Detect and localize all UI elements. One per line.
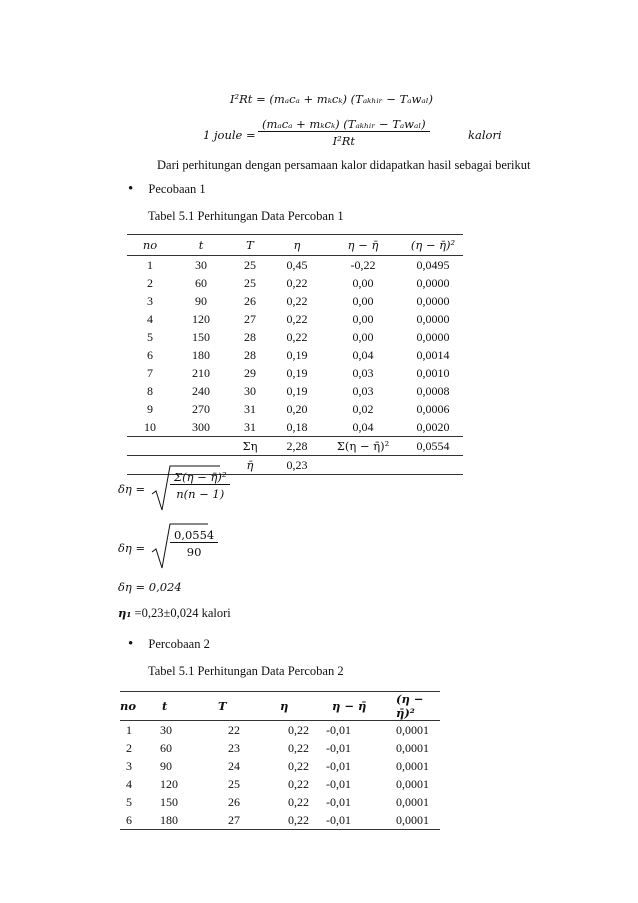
table-cell: 6 — [126, 812, 132, 827]
table-cell: 270 — [192, 401, 210, 416]
col-header: t — [162, 699, 168, 713]
table-cell: 300 — [192, 419, 210, 434]
delta-label-1: δη = — [118, 482, 146, 496]
col-header: (η − η̄)² — [410, 238, 456, 252]
col-header: η — [280, 699, 289, 713]
col-header: no — [120, 699, 137, 713]
fraction-numerator: Σ(η − η̄)² — [170, 470, 230, 485]
table-cell: 29 — [244, 365, 256, 380]
table-cell: 7 — [147, 365, 153, 380]
table-cell: 0,0006 — [416, 401, 450, 416]
final-label: η₁ — [118, 606, 132, 620]
table-cell: 5 — [147, 329, 153, 344]
final-value: =0,23±0,024 kalori — [131, 606, 231, 620]
table-cell: 0,00 — [352, 293, 374, 308]
fraction-delta-2 — [170, 528, 218, 559]
table-cell: -0,01 — [326, 812, 351, 827]
col-header: T — [218, 699, 227, 713]
col-header: η − η̄ — [347, 238, 379, 252]
table-cell: 150 — [192, 329, 210, 344]
table-cell: -0,22 — [350, 257, 376, 272]
table-cell: 0,04 — [352, 347, 374, 362]
table-cell: 0,03 — [352, 365, 374, 380]
table-cell: 0,22 — [288, 722, 309, 737]
fraction-numerator: 0,0554 — [170, 528, 218, 543]
table-row — [127, 256, 463, 275]
table-row — [120, 757, 440, 775]
table-cell: 0,19 — [286, 383, 308, 398]
table-cell: 0,0001 — [396, 722, 429, 737]
table-cell: 10 — [144, 419, 156, 434]
table-cell: 0,18 — [286, 419, 308, 434]
table-cell: 0,0020 — [416, 419, 450, 434]
table-cell: 30 — [244, 383, 256, 398]
table-cell: 0,0000 — [416, 275, 450, 290]
table-cell: 0,03 — [352, 383, 374, 398]
table-row — [120, 721, 440, 740]
col-header: no — [142, 238, 158, 252]
table-cell: 0,0000 — [416, 293, 450, 308]
table-cell: 0,0000 — [416, 311, 450, 326]
col-header: t — [198, 238, 204, 252]
table-cell: 30 — [160, 722, 172, 737]
table-cell: -0,01 — [326, 740, 351, 755]
equation-joule-fraction — [258, 117, 430, 148]
table-cell: 22 — [228, 722, 240, 737]
table-cell: 120 — [160, 776, 178, 791]
table-cell: 240 — [192, 383, 210, 398]
table-cell: 0,22 — [288, 812, 309, 827]
table-cell: 3 — [126, 758, 132, 773]
table-cell: 0,22 — [286, 293, 308, 308]
data-table-2 — [120, 691, 440, 830]
table-cell: 180 — [160, 812, 178, 827]
table-cell: 25 — [244, 257, 256, 272]
table-cell: 90 — [160, 758, 172, 773]
table-row — [127, 346, 463, 364]
table-cell: 0,20 — [286, 401, 308, 416]
col-header: η − η̄ — [332, 699, 367, 713]
table-row — [127, 292, 463, 310]
fraction-denominator: I²Rt — [332, 134, 356, 148]
table-cell: 27 — [244, 311, 256, 326]
col-header: T — [246, 238, 254, 252]
sum-row — [127, 437, 463, 456]
equation-heat-balance — [230, 92, 433, 106]
equation-joule-lhs: 1 joule = — [203, 128, 256, 142]
table-cell: 0,0001 — [396, 794, 429, 809]
delta-label-2: δη = — [118, 541, 146, 555]
table-cell: 0,22 — [286, 311, 308, 326]
table-cell: 120 — [192, 311, 210, 326]
final-result — [118, 606, 231, 621]
table-row — [127, 274, 463, 292]
delta-result: δη = 0,024 — [118, 580, 182, 594]
table-cell: -0,01 — [326, 794, 351, 809]
table-cell: 0,02 — [352, 401, 374, 416]
sum-sq-value: 0,0554 — [416, 438, 450, 453]
table-cell: 0,22 — [286, 275, 308, 290]
table-row — [127, 382, 463, 400]
table-cell: 6 — [147, 347, 153, 362]
bullet-section-2: • Percobaan 2 — [128, 636, 210, 652]
table-cell: 25 — [244, 275, 256, 290]
sum-sq-label: Σ(η − η̄)² — [336, 439, 390, 453]
table-cell: 5 — [126, 794, 132, 809]
table-cell: 0,19 — [286, 365, 308, 380]
table-row — [120, 811, 440, 830]
fraction-denominator: 90 — [186, 545, 202, 559]
table-cell: 0,0008 — [416, 383, 450, 398]
table-cell: 26 — [228, 794, 240, 809]
bullet-icon: • — [128, 636, 134, 652]
intro-paragraph: Dari perhitungan dengan persamaan kalor didapatkan hasil sebagai berikut — [157, 158, 531, 172]
table-cell: 0,0495 — [416, 257, 450, 272]
col-header: η — [293, 238, 301, 252]
equation-unit: kalori — [468, 128, 502, 142]
table-cell: 31 — [244, 401, 256, 416]
equation-text: I²Rt = (mₐcₐ + mₖcₖ) (Tₐₖₕᵢᵣ − Tₐwₐₗ) — [230, 92, 433, 106]
table-row — [127, 400, 463, 418]
bullet-icon: • — [128, 181, 134, 197]
table-cell: -0,01 — [326, 758, 351, 773]
table-cell: 27 — [228, 812, 240, 827]
table-caption-2: Tabel 5.1 Perhitungan Data Percoban 2 — [148, 664, 344, 678]
table-cell: 2 — [147, 275, 153, 290]
table-cell: 0,0001 — [396, 740, 429, 755]
table-cell: 0,00 — [352, 275, 374, 290]
table-cell: 28 — [244, 329, 256, 344]
table-cell: 30 — [195, 257, 207, 272]
table-cell: 0,19 — [286, 347, 308, 362]
bullet-section-1: • Pecobaan 1 — [128, 181, 206, 197]
table-cell: 3 — [147, 293, 153, 308]
table-row — [127, 328, 463, 346]
table-caption-1: Tabel 5.1 Perhitungan Data Percoban 1 — [148, 209, 344, 223]
table-cell: 4 — [147, 311, 153, 326]
table-cell: 25 — [228, 776, 240, 791]
table-cell: 2 — [126, 740, 132, 755]
table-cell: 31 — [244, 419, 256, 434]
table-row — [127, 418, 463, 437]
table-row — [120, 775, 440, 793]
sum-label: Ση — [242, 439, 258, 453]
fraction-numerator: (mₐcₐ + mₖcₖ) (Tₐₖₕᵢᵣ − Tₐwₐₗ) — [258, 117, 430, 132]
table-cell: 0,22 — [288, 794, 309, 809]
table-header-row — [120, 692, 440, 721]
table-cell: 0,0001 — [396, 758, 429, 773]
table-cell: 0,0010 — [416, 365, 450, 380]
table-cell: 0,0001 — [396, 776, 429, 791]
table-cell: 0,22 — [286, 329, 308, 344]
table-cell: 0,0014 — [416, 347, 450, 362]
table-cell: 0,45 — [286, 257, 308, 272]
table-cell: 0,22 — [288, 776, 309, 791]
table-row — [127, 364, 463, 382]
table-cell: 60 — [160, 740, 172, 755]
table-cell: 1 — [126, 722, 132, 737]
table-cell: -0,01 — [326, 722, 351, 737]
table-cell: 9 — [147, 401, 153, 416]
table-cell: 0,00 — [352, 329, 374, 344]
table-cell: 4 — [126, 776, 132, 791]
table-cell: 0,00 — [352, 311, 374, 326]
table-cell: 23 — [228, 740, 240, 755]
fraction-delta-1 — [170, 470, 230, 501]
table-row — [127, 310, 463, 328]
table-cell: 28 — [244, 347, 256, 362]
table-cell: 60 — [195, 275, 207, 290]
mean-value: 0,23 — [286, 457, 308, 472]
table-cell: 150 — [160, 794, 178, 809]
table-cell: 1 — [147, 257, 153, 272]
table-cell: 0,0001 — [396, 812, 429, 827]
table-cell: 180 — [192, 347, 210, 362]
sum-value: 2,28 — [286, 438, 308, 453]
table-cell: 0,22 — [288, 758, 309, 773]
table-cell: 0,0000 — [416, 329, 450, 344]
table-header-row — [127, 235, 463, 256]
table-row — [120, 739, 440, 757]
table-cell: -0,01 — [326, 776, 351, 791]
table-cell: 8 — [147, 383, 153, 398]
data-table-1 — [127, 234, 463, 475]
table-cell: 210 — [192, 365, 210, 380]
fraction-denominator: n(n − 1) — [176, 487, 225, 501]
table-cell: 90 — [195, 293, 207, 308]
table-cell: 0,04 — [352, 419, 374, 434]
table-cell: 24 — [228, 758, 240, 773]
col-header: (η − η̄)² — [396, 692, 424, 720]
table-cell: 0,22 — [288, 740, 309, 755]
table-row — [120, 793, 440, 811]
table-cell: 26 — [244, 293, 256, 308]
mean-label: η̄ — [246, 458, 254, 472]
